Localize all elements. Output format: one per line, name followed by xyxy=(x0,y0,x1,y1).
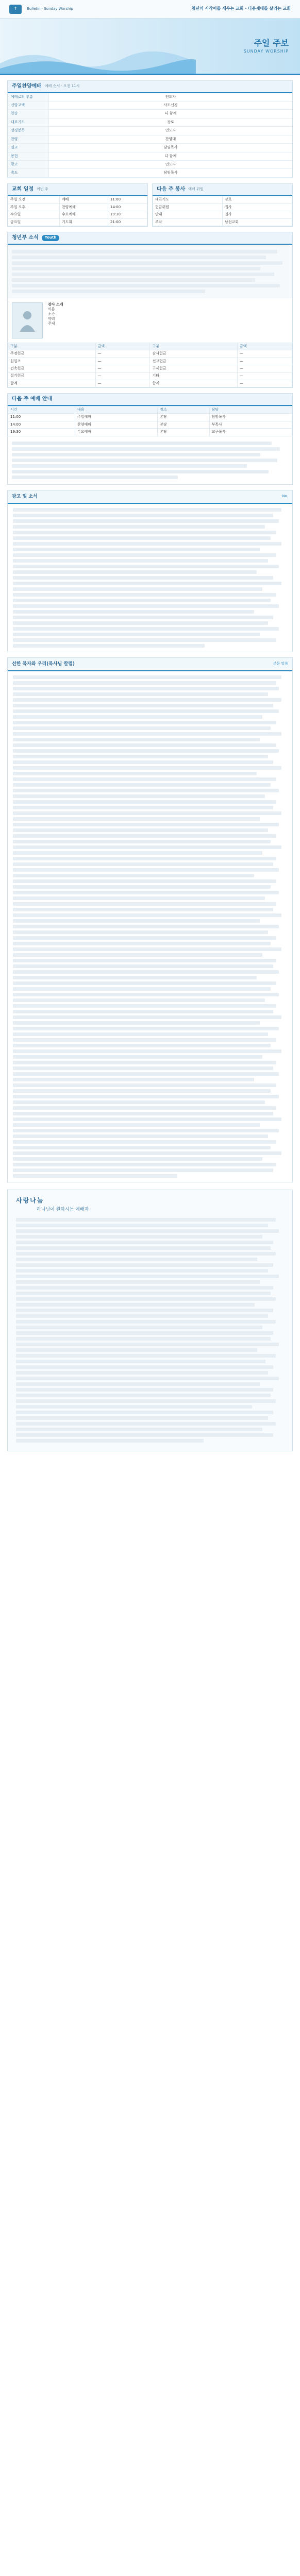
profile-block xyxy=(8,298,292,343)
youth-news-badge: Youth xyxy=(42,235,60,241)
profile-line: 주제 xyxy=(48,321,55,326)
youth-news-section xyxy=(7,232,293,388)
table-row xyxy=(8,429,292,436)
cell: 찬양예배 xyxy=(59,204,108,211)
row-value: 다 함께 xyxy=(164,111,177,116)
speaker-photo xyxy=(12,302,43,338)
column-header xyxy=(8,658,292,671)
cell: — xyxy=(238,380,292,387)
church-schedule-sub: 이번 주 xyxy=(37,187,48,191)
table-header-row xyxy=(8,406,292,413)
profile-line: 소속 xyxy=(48,312,55,316)
col-header: 금액 xyxy=(95,343,150,350)
table-row xyxy=(8,211,147,218)
profile-line: 약력 xyxy=(48,316,55,321)
cell: 주일 오전 xyxy=(8,196,60,204)
table-row xyxy=(153,204,292,211)
cell: 본당 xyxy=(158,421,209,428)
cell: 수요예배 xyxy=(75,429,157,436)
cell: 주일 오후 xyxy=(8,204,60,211)
person-icon xyxy=(19,309,36,332)
announcements-section xyxy=(7,490,293,652)
next-week-title: 다음 주 예배 안내 xyxy=(12,396,53,402)
table-row xyxy=(8,414,292,421)
banner-title: 주일 주보 xyxy=(254,38,289,48)
church-schedule-box xyxy=(7,183,148,227)
top-strip xyxy=(0,0,300,19)
youth-news-title: 청년부 소식 xyxy=(12,235,39,241)
cell: 14:00 xyxy=(108,204,147,211)
row-label: 찬양 xyxy=(8,135,49,143)
church-logo: ✝ xyxy=(9,5,22,14)
row-label: 설교 xyxy=(8,144,49,151)
volunteer-sub: 예배 위원 xyxy=(188,187,204,191)
profile-line: 이름 xyxy=(48,307,55,312)
table-row xyxy=(8,365,292,372)
row-label: 예배로의 부름 xyxy=(8,93,49,101)
cell: 합계 xyxy=(150,380,238,387)
row-label: 신앙고백 xyxy=(8,101,49,109)
row-label: 찬송 xyxy=(8,110,49,117)
banner-subtitle: SUNDAY WORSHIP xyxy=(243,48,289,54)
header-headline: 청년의 시작이를 세우는 교회 · 다음세대를 살리는 교회 xyxy=(191,6,291,11)
worship-row xyxy=(8,101,292,110)
cell: 대표기도 xyxy=(153,196,223,204)
row-value: 인도자 xyxy=(165,94,176,99)
cell: — xyxy=(95,365,150,372)
table-row xyxy=(8,196,147,204)
publisher-label: Bulletin · Sunday Worship xyxy=(27,6,73,11)
cell: 금요일 xyxy=(8,218,60,226)
worship-row xyxy=(8,127,292,135)
announcements-no: No. xyxy=(282,494,288,498)
cell: 절기헌금 xyxy=(8,372,96,380)
worship-row xyxy=(8,135,292,144)
row-value: 사도신경 xyxy=(163,103,178,107)
row-value: 장로 xyxy=(167,120,174,124)
col-header: 내용 xyxy=(75,406,157,413)
closing-body xyxy=(16,1218,284,1443)
church-schedule-table xyxy=(8,196,147,226)
cell: 장로 xyxy=(223,196,292,204)
next-week-table xyxy=(8,406,292,436)
cell: 권사 xyxy=(223,211,292,218)
table-row xyxy=(153,196,292,204)
row-label: 성경봉독 xyxy=(8,127,49,134)
table-row xyxy=(8,218,147,226)
cell: 헌금위원 xyxy=(153,204,223,211)
cell: — xyxy=(238,350,292,358)
cell: 본당 xyxy=(158,414,209,421)
row-value: 인도자 xyxy=(165,128,176,133)
col-header: 구분 xyxy=(150,343,238,350)
row-value: 다 함께 xyxy=(164,154,177,158)
cell: 19:30 xyxy=(108,211,147,218)
col-header: 구분 xyxy=(8,343,96,350)
cell: 교구목사 xyxy=(209,429,292,436)
cell: — xyxy=(95,358,150,365)
cell: 기도회 xyxy=(59,218,108,226)
row-label: 대표기도 xyxy=(8,118,49,126)
cell: 주정헌금 xyxy=(8,350,96,358)
cell: 안내 xyxy=(153,211,223,218)
schedule-notes xyxy=(8,436,292,484)
announcements-header xyxy=(8,490,292,504)
table-row xyxy=(8,372,292,380)
cell: 11:00 xyxy=(108,196,147,204)
worship-row xyxy=(8,93,292,101)
cell: 합계 xyxy=(8,380,96,387)
worship-row xyxy=(8,110,292,118)
cell: 집사 xyxy=(223,204,292,211)
meetings-columns xyxy=(7,183,293,227)
next-week-header xyxy=(8,394,292,406)
table-row xyxy=(8,204,147,211)
row-value: 인도자 xyxy=(165,162,176,166)
cell: — xyxy=(95,350,150,358)
row-label: 광고 xyxy=(8,161,49,168)
column-title: 선한 목자와 우리(목사님 칼럼) xyxy=(12,661,75,667)
worship-order-list xyxy=(8,93,292,178)
table-row xyxy=(153,211,292,218)
row-label: 봉헌 xyxy=(8,152,49,160)
volunteer-box xyxy=(152,183,293,227)
cell: 기타 xyxy=(150,372,238,380)
cell: 남선교회 xyxy=(223,218,292,226)
banner xyxy=(0,19,300,75)
closing-section xyxy=(7,1190,293,1451)
cell: — xyxy=(238,365,292,372)
worship-order-subtitle: 예배 순서 · 오전 11시 xyxy=(44,84,80,89)
column-section xyxy=(7,657,293,1182)
col-header: 시간 xyxy=(8,406,75,413)
worship-row xyxy=(8,169,292,177)
row-value: 담임목사 xyxy=(163,145,178,150)
volunteer-header xyxy=(153,184,292,196)
cell: 선교헌금 xyxy=(150,358,238,365)
next-week-section xyxy=(7,393,293,484)
row-value: 담임목사 xyxy=(163,171,178,175)
church-schedule-title: 교회 일정 xyxy=(12,186,34,192)
cell: 14:00 xyxy=(8,421,75,428)
table-row xyxy=(8,380,292,387)
cell: 19:30 xyxy=(8,429,75,436)
col-header: 장소 xyxy=(158,406,209,413)
cell: 11:00 xyxy=(8,414,75,421)
cell: 주차 xyxy=(153,218,223,226)
announcements-body xyxy=(8,504,292,652)
cell: — xyxy=(238,372,292,380)
cell: 예배 xyxy=(59,196,108,204)
offering-table xyxy=(8,343,292,388)
volunteer-table xyxy=(153,196,292,226)
worship-row xyxy=(8,118,292,127)
worship-order-section xyxy=(7,80,293,178)
table-header-row xyxy=(8,343,292,350)
worship-row xyxy=(8,152,292,161)
cell: — xyxy=(238,358,292,365)
cell: 건축헌금 xyxy=(8,365,96,372)
cell: 본당 xyxy=(158,429,209,436)
profile-caption: 강사 소개 xyxy=(48,302,63,307)
col-header: 금액 xyxy=(238,343,292,350)
profile-text xyxy=(48,302,288,338)
cell: 찬양예배 xyxy=(75,421,157,428)
cell: — xyxy=(95,372,150,380)
worship-order-title: 주일찬양예배 xyxy=(12,83,42,89)
cell: 21:00 xyxy=(108,218,147,226)
youth-news-text xyxy=(8,245,292,298)
church-schedule-header xyxy=(8,184,147,196)
cell: 수요예배 xyxy=(59,211,108,218)
volunteer-title: 다음 주 봉사 xyxy=(157,186,186,192)
cell: 부목사 xyxy=(209,421,292,428)
cell: 감사헌금 xyxy=(150,350,238,358)
closing-title: 사랑나눔 xyxy=(16,1196,44,1204)
wave-decoration xyxy=(0,43,196,74)
column-scripture: 본문 말씀 xyxy=(273,661,288,666)
table-row xyxy=(8,350,292,358)
cell: 구제헌금 xyxy=(150,365,238,372)
youth-news-header xyxy=(8,232,292,245)
worship-row xyxy=(8,161,292,169)
cell: 담임목사 xyxy=(209,414,292,421)
cell: — xyxy=(95,380,150,387)
announcements-title: 광고 및 소식 xyxy=(12,494,38,499)
column-body xyxy=(8,671,292,1182)
table-row xyxy=(8,421,292,428)
row-label: 축도 xyxy=(8,169,49,177)
worship-row xyxy=(8,144,292,152)
table-row xyxy=(153,218,292,226)
col-header: 담당 xyxy=(209,406,292,413)
row-value: 찬양대 xyxy=(165,137,176,141)
cell: 주일예배 xyxy=(75,414,157,421)
table-row xyxy=(8,358,292,365)
cell: 수요일 xyxy=(8,211,60,218)
closing-subtitle: 하나님이 원하시는 예배자 xyxy=(37,1207,89,1212)
cell: 십일조 xyxy=(8,358,96,365)
worship-order-header xyxy=(8,81,292,93)
